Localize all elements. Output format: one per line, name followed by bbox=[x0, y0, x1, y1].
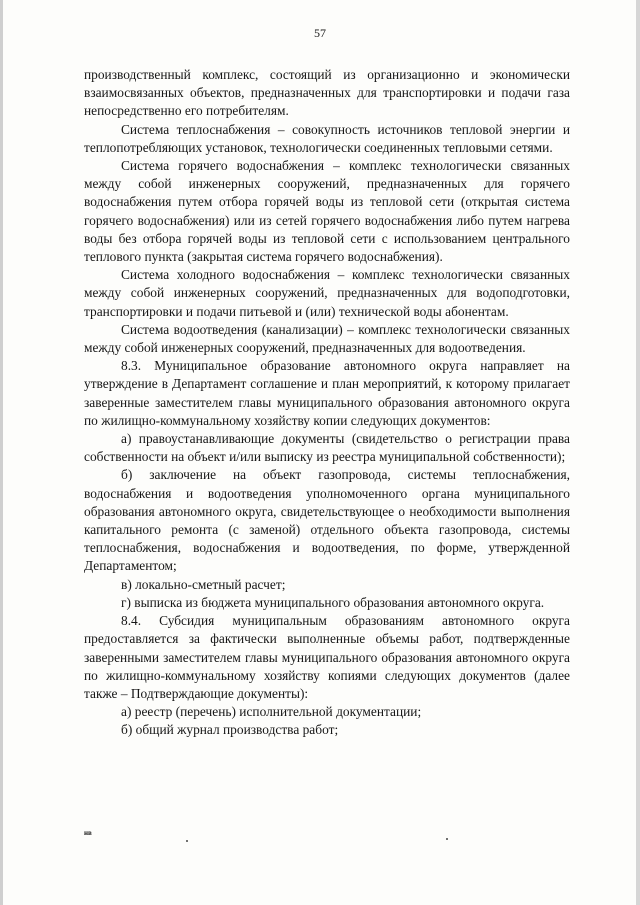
paragraph-4: Система холодного водоснабжения – комплекс технологически связанных между собой инженерных сооружений, предназначенных для водоподготовки, транспортировки и подачи питьевой и (или) технической воды абонентам. bbox=[84, 267, 570, 319]
paragraph-9: в) локально-сметный расчет; bbox=[121, 576, 286, 592]
scan-speck bbox=[186, 840, 188, 842]
paragraph-7: а) правоустанавливающие документы (свидетельство о регистрации права собственности на объект и/или выписку из реестра муниципальной собственности); bbox=[84, 431, 570, 465]
paragraph-13: б) общий журнал производства работ; bbox=[121, 722, 339, 738]
paragraph-8: б) заключение на объект газопровода, системы теплоснабжения, водоснабжения и водоотведения уполномоченного органа муниципального образования автономного округа, свидетельствующее о необходимости выполнения капитального ремонта (с заменой) отдельного объекта газопровода, системы теплоснабжения, водоснабжения и водоотведения, по форме, утвержденной Департаментом; bbox=[84, 467, 570, 574]
paragraph-12: а) реестр (перечень) исполнительной документации; bbox=[121, 704, 422, 720]
paragraph-2: Система теплоснабжения – совокупность источников тепловой энергии и теплопотребляющих установок, технологически соединенных тепловыми сетями. bbox=[84, 121, 570, 155]
scan-edge-right bbox=[636, 0, 640, 905]
document-body bbox=[84, 66, 570, 740]
scan-speck bbox=[446, 838, 448, 840]
page-number: 57 bbox=[314, 26, 326, 40]
paragraph-10: г) выписка из бюджета муниципального образования автономного округа. bbox=[121, 594, 545, 610]
paragraph-1: производственный комплекс, состоящий из организационно и экономически взаимосвязанных объектов, предназначенных для транспортировки и подачи газа непосредственно его потребителям. bbox=[84, 67, 570, 119]
paragraph-5: Система водоотведения (канализации) – комплекс технологически связанных между собой инженерных сооружений, предназначенных для водоотведения. bbox=[84, 321, 570, 356]
scan-edge-left bbox=[0, 0, 3, 905]
footer-mark: нв bbox=[84, 829, 92, 837]
paragraph-6: 8.3. Муниципальное образование автономного округа направляет на утверждение в Департамент соглашение и план мероприятий, к которому прилагает заверенные заместителем главы муниципального образования автономного округа по жилищно-коммунальному хозяйству копии следующих документов: bbox=[84, 358, 570, 428]
paragraph-3: Система горячего водоснабжения – комплекс технологически связанных между собой инженерных сооружений, предназначенных для горячего водоснабжения путем отбора горячей воды из тепловой сети (открытая система горячего водоснабжения) или из сетей горячего водоснабжения либо путем нагрева воды без отбора горячей воды из тепловой сети с использованием центрального теплового пункта (закрытая система горячего водоснабжения). bbox=[84, 158, 570, 265]
paragraph-11: 8.4. Субсидия муниципальным образованиям автономного округа предоставляется за фактически выполненные объемы работ, подтвержденные заверенными заместителем главы муниципального образования автономного округа по жилищно-коммунальному хозяйству копиями следующих документов (далее также – Подтверждающие документы): bbox=[84, 613, 570, 701]
